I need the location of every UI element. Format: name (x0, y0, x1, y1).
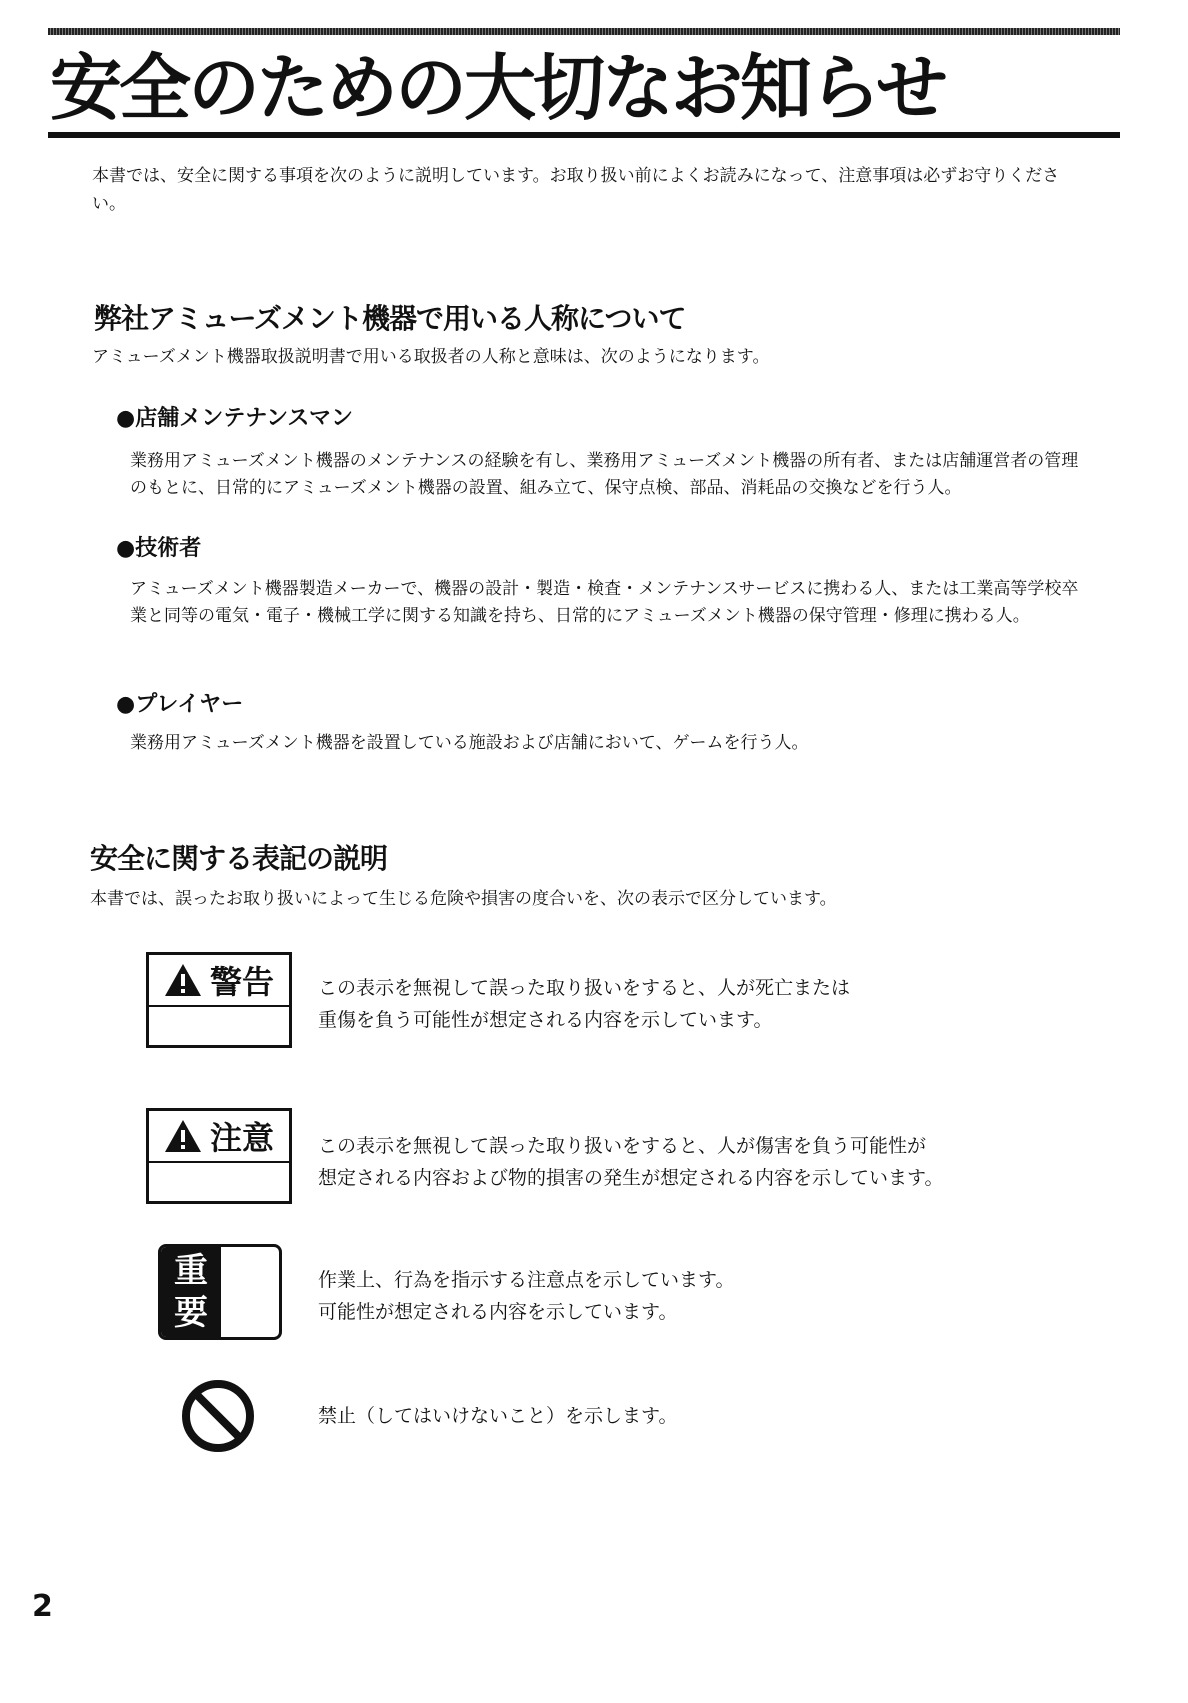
caution-description-line1: この表示を無視して誤った取り扱いをすると、人が傷害を負う可能性が (318, 1135, 927, 1157)
role-title-technician: ●技術者 (116, 536, 202, 561)
persons-section-description: アミューズメント機器取扱説明書で用いる取扱者の人称と意味は、次のようになります。 (92, 347, 770, 367)
important-label-bottom: 要 (174, 1293, 208, 1333)
role-description-player: 業務用アミューズメント機器を設置している施設および店舗において、ゲームを行う人。 (130, 733, 809, 753)
prohibition-icon (180, 1378, 256, 1454)
intro-text: 本書では、安全に関する事項を次のように説明しています。お取り扱い前によくお読みになって、注意事項は必ずお守りください。 (92, 166, 1060, 214)
persons-section-title: 弊社アミューズメント機器で用いる人称について (94, 302, 686, 335)
important-description-line1: 作業上、行為を指示する注意点を示しています。 (318, 1269, 735, 1291)
role-description-technician: アミューズメント機器製造メーカーで、機器の設計・製造・検査・メンテナンスサービスに携わる人、または工業高等学校卒業と同等の電気・電子・機械工学に関する知識を持ち、日常的にアミューズメント機器の保守管理・修理に携わる人。 (130, 579, 1079, 626)
warning-triangle-icon (164, 963, 202, 997)
caution-label: 注意 (209, 1119, 274, 1157)
notation-section-title: 安全に関する表記の説明 (90, 842, 388, 875)
caution-sign (146, 1108, 292, 1204)
title-underline (48, 132, 1120, 138)
page-number: 2 (32, 1589, 53, 1624)
important-description-line2: 可能性が想定される内容を示しています。 (318, 1301, 678, 1323)
warning-description-line1: この表示を無視して誤った取り扱いをすると、人が死亡または (318, 977, 851, 999)
warning-description-line2: 重傷を負う可能性が想定される内容を示しています。 (318, 1009, 773, 1031)
caution-description-line2: 想定される内容および物的損害の発生が想定される内容を示しています。 (318, 1167, 944, 1189)
role-description-store-maintenance: 業務用アミューズメント機器のメンテナンスの経験を有し、業務用アミューズメント機器の所有者、または店舗運営者の管理のもとに、日常的にアミューズメント機器の設置、組み立て、保守点検、部品、消耗品の交換などを行う人。 (130, 451, 1079, 498)
notation-section-description: 本書では、誤ったお取り扱いによって生じる危険や損害の度合いを、次の表示で区分しています。 (90, 889, 837, 909)
warning-label: 警告 (209, 963, 274, 1001)
role-title-store-maintenance: ●店舗メンテナンスマン (116, 406, 353, 431)
prohibited-description: 禁止（してはいけないこと）を示します。 (318, 1405, 678, 1427)
page-title: 安全のための大切なお知らせ (50, 46, 945, 130)
warning-sign (146, 952, 292, 1048)
warning-triangle-icon (164, 1119, 202, 1153)
important-label-top: 重 (174, 1251, 208, 1291)
top-decorative-rule (48, 28, 1120, 35)
role-title-player: ●プレイヤー (116, 692, 244, 717)
important-sign (158, 1244, 282, 1340)
